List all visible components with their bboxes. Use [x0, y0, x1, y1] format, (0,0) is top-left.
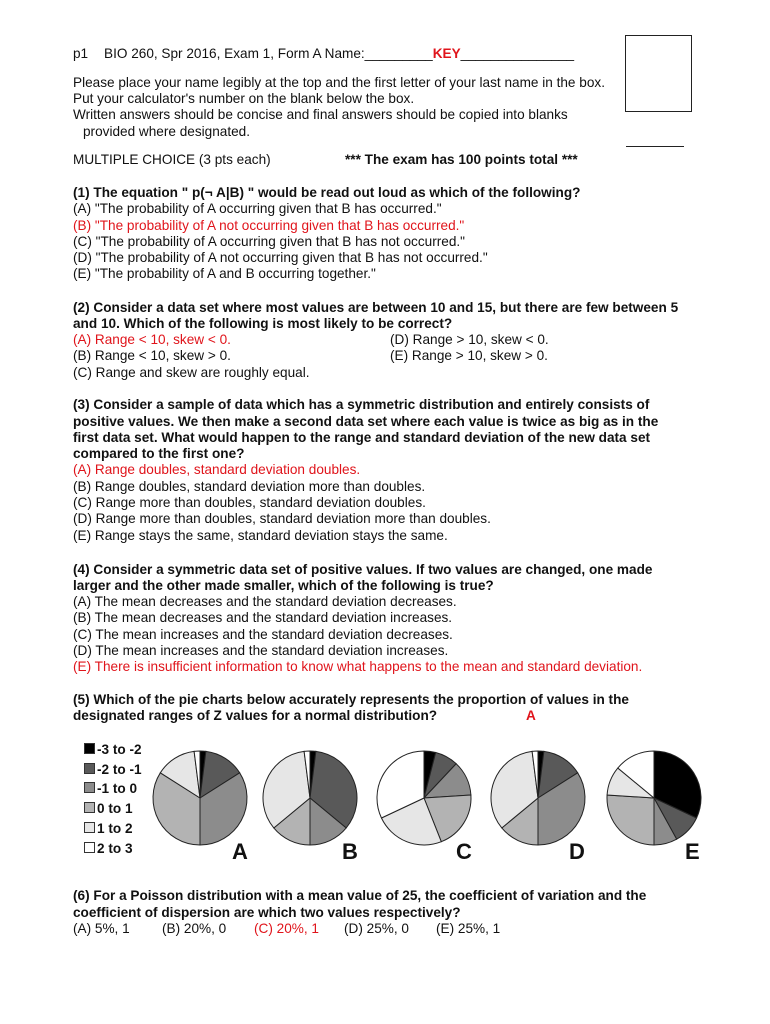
pie-label-a: A	[232, 839, 248, 864]
instruction-1: Please place your name legibly at the top and the first letter of your last name in the box.	[73, 75, 605, 90]
q2-option-a: (A) Range < 10, skew < 0.	[73, 332, 231, 347]
q5-answer: A	[526, 708, 536, 723]
q3-option-c: (C) Range more than doubles, standard deviation doubles.	[73, 495, 426, 510]
q4-option-e: (E) There is insufficient information to know what happens to the mean and standard deviation.	[73, 659, 643, 674]
q2-option-c: (C) Range and skew are roughly equal.	[73, 365, 310, 380]
q6-option-b: (B) 20%, 0	[162, 921, 227, 936]
q6-option-a: (A) 5%, 1	[73, 921, 130, 936]
q4-stem-1: (4) Consider a symmetric data set of positive values. If two values are changed, one made	[73, 562, 653, 577]
q3-stem-1: (3) Consider a sample of data which has a symmetric distribution and entirely consists of	[73, 397, 650, 412]
legend-label: -2 to -1	[97, 762, 142, 777]
page-number: p1	[73, 46, 89, 61]
q2-stem-2: and 10. Which of the following is most likely to be correct?	[73, 316, 453, 331]
q1-option-b: (B) "The probability of A not occurring given that B has occurred."	[73, 218, 465, 233]
q5-stem-2: designated ranges of Z values for a normal distribution?	[73, 708, 438, 723]
q2-option-e: (E) Range > 10, skew > 0.	[390, 348, 548, 363]
q2-option-b: (B) Range < 10, skew > 0.	[73, 348, 231, 363]
q6-option-c: (C) 20%, 1	[254, 921, 319, 936]
q3-stem-4: compared to the first one?	[73, 446, 245, 461]
q1-option-a: (A) "The probability of A occurring given that B has occurred."	[73, 201, 442, 216]
q4-stem-2: larger and the other made smaller, which of the following is true?	[73, 578, 494, 593]
legend-label: 0 to 1	[97, 801, 133, 816]
q3-option-e: (E) Range stays the same, standard deviation stays the same.	[73, 528, 448, 543]
name-blank: _______________	[460, 46, 575, 61]
q1-option-c: (C) "The probability of A occurring given that B has not occurred."	[73, 234, 465, 249]
q4-option-c: (C) The mean increases and the standard deviation decreases.	[73, 627, 453, 642]
q2-stem-1: (2) Consider a data set where most values are between 10 and 15, but there are few between 5	[73, 300, 679, 315]
legend-label: -1 to 0	[97, 781, 138, 796]
q6-stem-1: (6) For a Poisson distribution with a mean value of 25, the coefficient of variation and the	[73, 888, 647, 903]
q6-stem-2: coefficient of dispersion are which two values respectively?	[73, 905, 461, 920]
legend-label: -3 to -2	[97, 742, 142, 757]
q1-stem: (1) The equation " p(¬ A|B) " would be read out loud as which of the following?	[73, 185, 581, 200]
q3-stem-2: positive values. We then make a second data set where each value is twice as big as in the	[73, 414, 659, 429]
q1-option-e: (E) "The probability of A and B occurring together."	[73, 266, 376, 281]
q3-stem-3: first data set. What would happen to the range and standard deviation of the new data set	[73, 430, 651, 445]
pie-label-d: D	[569, 839, 585, 864]
q6-option-e: (E) 25%, 1	[436, 921, 501, 936]
q2-option-d: (D) Range > 10, skew < 0.	[390, 332, 549, 347]
pie-e-slice-4	[607, 795, 654, 845]
instruction-2: Put your calculator's number on the blank below the box.	[73, 91, 415, 106]
instruction-3: Written answers should be concise and final answers should be copied into blanks	[73, 107, 568, 122]
q3-option-a: (A) Range doubles, standard deviation doubles.	[73, 462, 361, 477]
key-label: KEY	[432, 46, 461, 61]
q6-option-d: (D) 25%, 0	[344, 921, 409, 936]
pie-label-e: E	[685, 839, 700, 864]
section-label: MULTIPLE CHOICE (3 pts each)	[73, 152, 271, 167]
q4-option-b: (B) The mean decreases and the standard deviation increases.	[73, 610, 453, 625]
pie-label-b: B	[342, 839, 358, 864]
q3-option-b: (B) Range doubles, standard deviation more than doubles.	[73, 479, 426, 494]
legend-label: 2 to 3	[97, 841, 133, 856]
pie-label-c: C	[456, 839, 472, 864]
legend-label: 1 to 2	[97, 821, 133, 836]
q4-option-d: (D) The mean increases and the standard deviation increases.	[73, 643, 449, 658]
q1-option-d: (D) "The probability of A not occurring given that B has not occurred."	[73, 250, 488, 265]
points-total: *** The exam has 100 points total ***	[345, 152, 578, 167]
instruction-4: provided where designated.	[83, 124, 251, 139]
course-line: BIO 260, Spr 2016, Exam 1, Form A Name:_________	[104, 46, 433, 61]
q4-option-a: (A) The mean decreases and the standard deviation decreases.	[73, 594, 457, 609]
q5-stem-1: (5) Which of the pie charts below accurately represents the proportion of values in the	[73, 692, 629, 707]
q3-option-d: (D) Range more than doubles, standard deviation more than doubles.	[73, 511, 491, 526]
